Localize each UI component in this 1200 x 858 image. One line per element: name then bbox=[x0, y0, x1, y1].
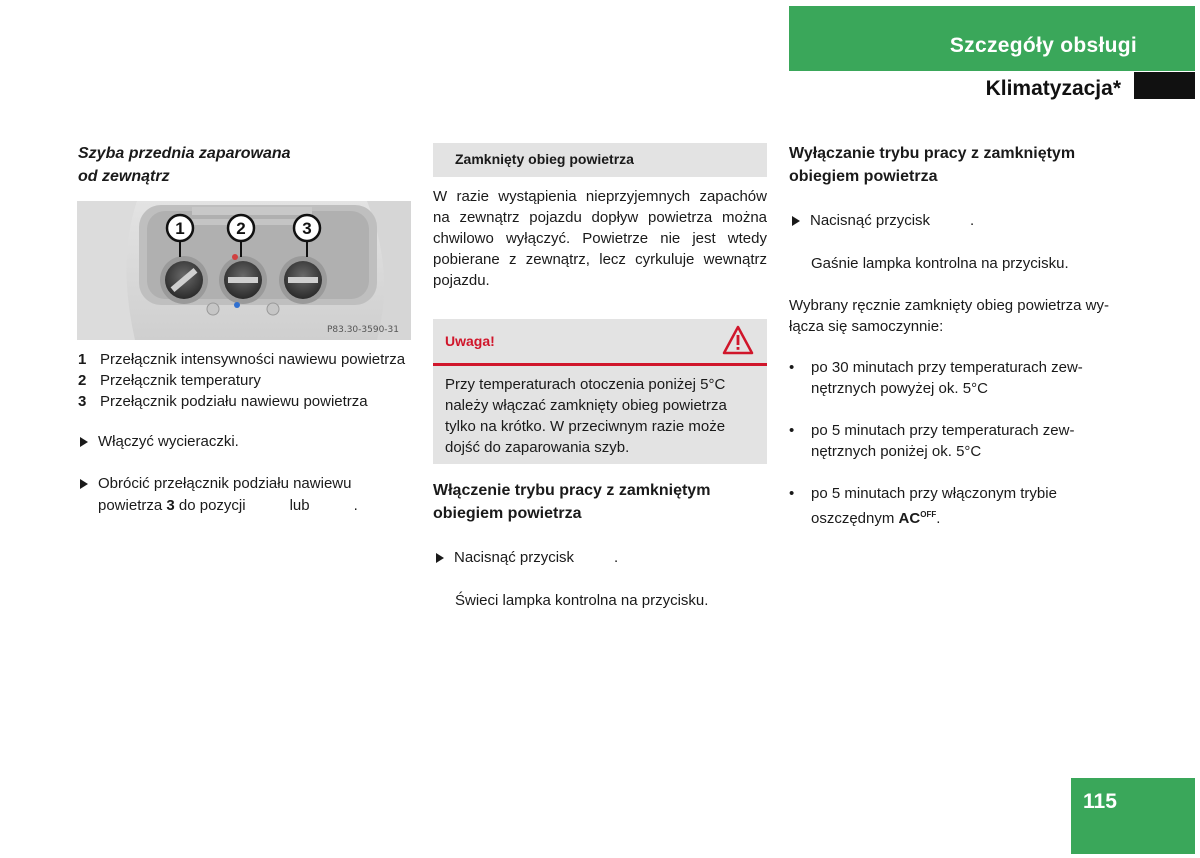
heading-line: Wyłączanie trybu pracy z zamkniętym bbox=[789, 145, 1076, 162]
warning-title: Uwaga! bbox=[445, 333, 495, 349]
recirculation-intro: W razie wystąpienia nieprzyjemnych zapachów na zewnątrz pojazdu dopływ powietrza można chwilowo wyłączyć. Powietrze nie jest wtedy pobierane z zewnątrz, lecz cyrkuluje wewnątrz pojazdu. bbox=[433, 188, 767, 289]
step-text-part: . bbox=[353, 497, 358, 514]
text-line: nętrznych powyżej ok. 5°C bbox=[811, 380, 988, 397]
text-part: oszczędnym bbox=[811, 510, 899, 527]
legend-number: 3 bbox=[78, 393, 87, 410]
legend-text: Przełącznik temperatury bbox=[100, 372, 261, 389]
bullet-dot: • bbox=[789, 359, 795, 376]
legend-item bbox=[78, 370, 418, 391]
bullet-item bbox=[789, 420, 1129, 462]
section-title: Szczegóły obsługi bbox=[949, 34, 1137, 57]
recirculation-on-heading bbox=[433, 479, 767, 525]
bullet-item bbox=[789, 483, 1129, 529]
heading-line: obiegiem powietrza bbox=[433, 505, 582, 522]
step-text-part: Obrócić przełącznik podziału nawiewu powietrza bbox=[98, 475, 352, 514]
arrow-icon bbox=[436, 553, 444, 563]
chapter-title: Klimatyzacja* bbox=[985, 77, 1121, 100]
on-result-text: Świeci lampka kontrolna na przycisku. bbox=[455, 592, 709, 609]
warning-header bbox=[433, 319, 767, 363]
step-text-part: Nacisnąć przycisk bbox=[454, 549, 575, 566]
climate-panel-illustration bbox=[77, 201, 411, 340]
warning-text: Przy temperaturach otoczenia poniżej 5°C należy włączać zamknięty obieg powietrza tylko na krótko. W przeciwnym razie może dojść do zaparowania szyb. bbox=[445, 376, 727, 456]
off-result-text: Gaśnie lampka kontrolna na przycisku. bbox=[811, 255, 1069, 272]
bullet-item bbox=[789, 357, 1129, 399]
legend-item bbox=[78, 349, 418, 370]
callout-3: 3 bbox=[302, 219, 312, 238]
legend-number: 1 bbox=[78, 351, 87, 368]
text-line: łącza się samoczynnie: bbox=[789, 318, 944, 335]
recirculation-box-heading bbox=[433, 143, 767, 177]
step-text-part: Nacisnąć przycisk bbox=[810, 212, 931, 229]
auto-off-intro bbox=[789, 295, 1139, 337]
bullet-dot: • bbox=[789, 485, 795, 502]
section-header-bar bbox=[789, 6, 1195, 71]
text-line: nętrznych poniżej ok. 5°C bbox=[811, 443, 982, 460]
legend-item bbox=[78, 391, 418, 412]
legend-list bbox=[78, 349, 418, 412]
off-superscript: OFF bbox=[920, 510, 937, 519]
legend-number: 2 bbox=[78, 372, 87, 389]
step-text bbox=[810, 210, 1112, 232]
instruction-step bbox=[436, 547, 756, 569]
heading-line: od zewnątrz bbox=[78, 168, 170, 185]
bullet-text bbox=[811, 357, 1083, 399]
callout-2: 2 bbox=[236, 219, 246, 238]
heading-line: obiegiem powietrza bbox=[789, 168, 938, 185]
text-line bbox=[811, 504, 1057, 529]
instruction-step bbox=[80, 431, 410, 453]
arrow-icon bbox=[80, 479, 88, 489]
image-code: P83.30-3590-31 bbox=[326, 325, 399, 335]
page-number-box bbox=[1071, 778, 1195, 854]
step-text: Włączyć wycieraczki. bbox=[98, 433, 239, 450]
text-line: po 5 minutach przy temperaturach zew- bbox=[811, 422, 1075, 439]
foggy-windshield-heading bbox=[78, 142, 378, 188]
page-number: 115 bbox=[1083, 790, 1117, 813]
step-ref-number: 3 bbox=[166, 497, 175, 514]
step-text bbox=[454, 547, 756, 569]
heading-line: Szyba przednia zaparowana bbox=[78, 145, 291, 162]
bullet-text bbox=[811, 420, 1074, 462]
step-text-part: do pozycji bbox=[174, 497, 246, 514]
text-part: . bbox=[936, 510, 941, 527]
legend-text: Przełącznik intensywności nawiewu powietrza bbox=[100, 351, 406, 368]
bullet-text bbox=[811, 483, 1057, 529]
step-text bbox=[98, 473, 380, 517]
chapter-marker bbox=[1134, 72, 1195, 99]
climate-control-photo bbox=[77, 201, 411, 340]
step-text-part: . bbox=[614, 549, 619, 566]
recirculation-off-heading bbox=[789, 142, 1129, 188]
text-line: po 30 minutach przy temperaturach zew- bbox=[811, 359, 1083, 376]
text-line: po 5 minutach przy włączonym trybie bbox=[811, 485, 1057, 502]
heading-line: Włączenie trybu pracy z zamkniętym bbox=[433, 482, 711, 499]
instruction-step bbox=[792, 210, 1112, 232]
instruction-step bbox=[80, 473, 380, 517]
step-text-part: lub bbox=[289, 497, 310, 514]
bullet-dot: • bbox=[789, 422, 795, 439]
box-heading-text: Zamknięty obieg powietrza bbox=[455, 151, 634, 167]
warning-triangle-icon bbox=[722, 325, 754, 355]
legend-text: Przełącznik podziału nawiewu powietrza bbox=[100, 393, 368, 410]
arrow-icon bbox=[792, 216, 800, 226]
warning-body bbox=[433, 366, 767, 464]
ac-label: AC bbox=[898, 510, 921, 527]
callout-1: 1 bbox=[175, 219, 185, 238]
step-text-part: . bbox=[970, 212, 975, 229]
text-line: Wybrany ręcznie zamknięty obieg powietrza wy- bbox=[789, 297, 1109, 314]
arrow-icon bbox=[80, 437, 88, 447]
